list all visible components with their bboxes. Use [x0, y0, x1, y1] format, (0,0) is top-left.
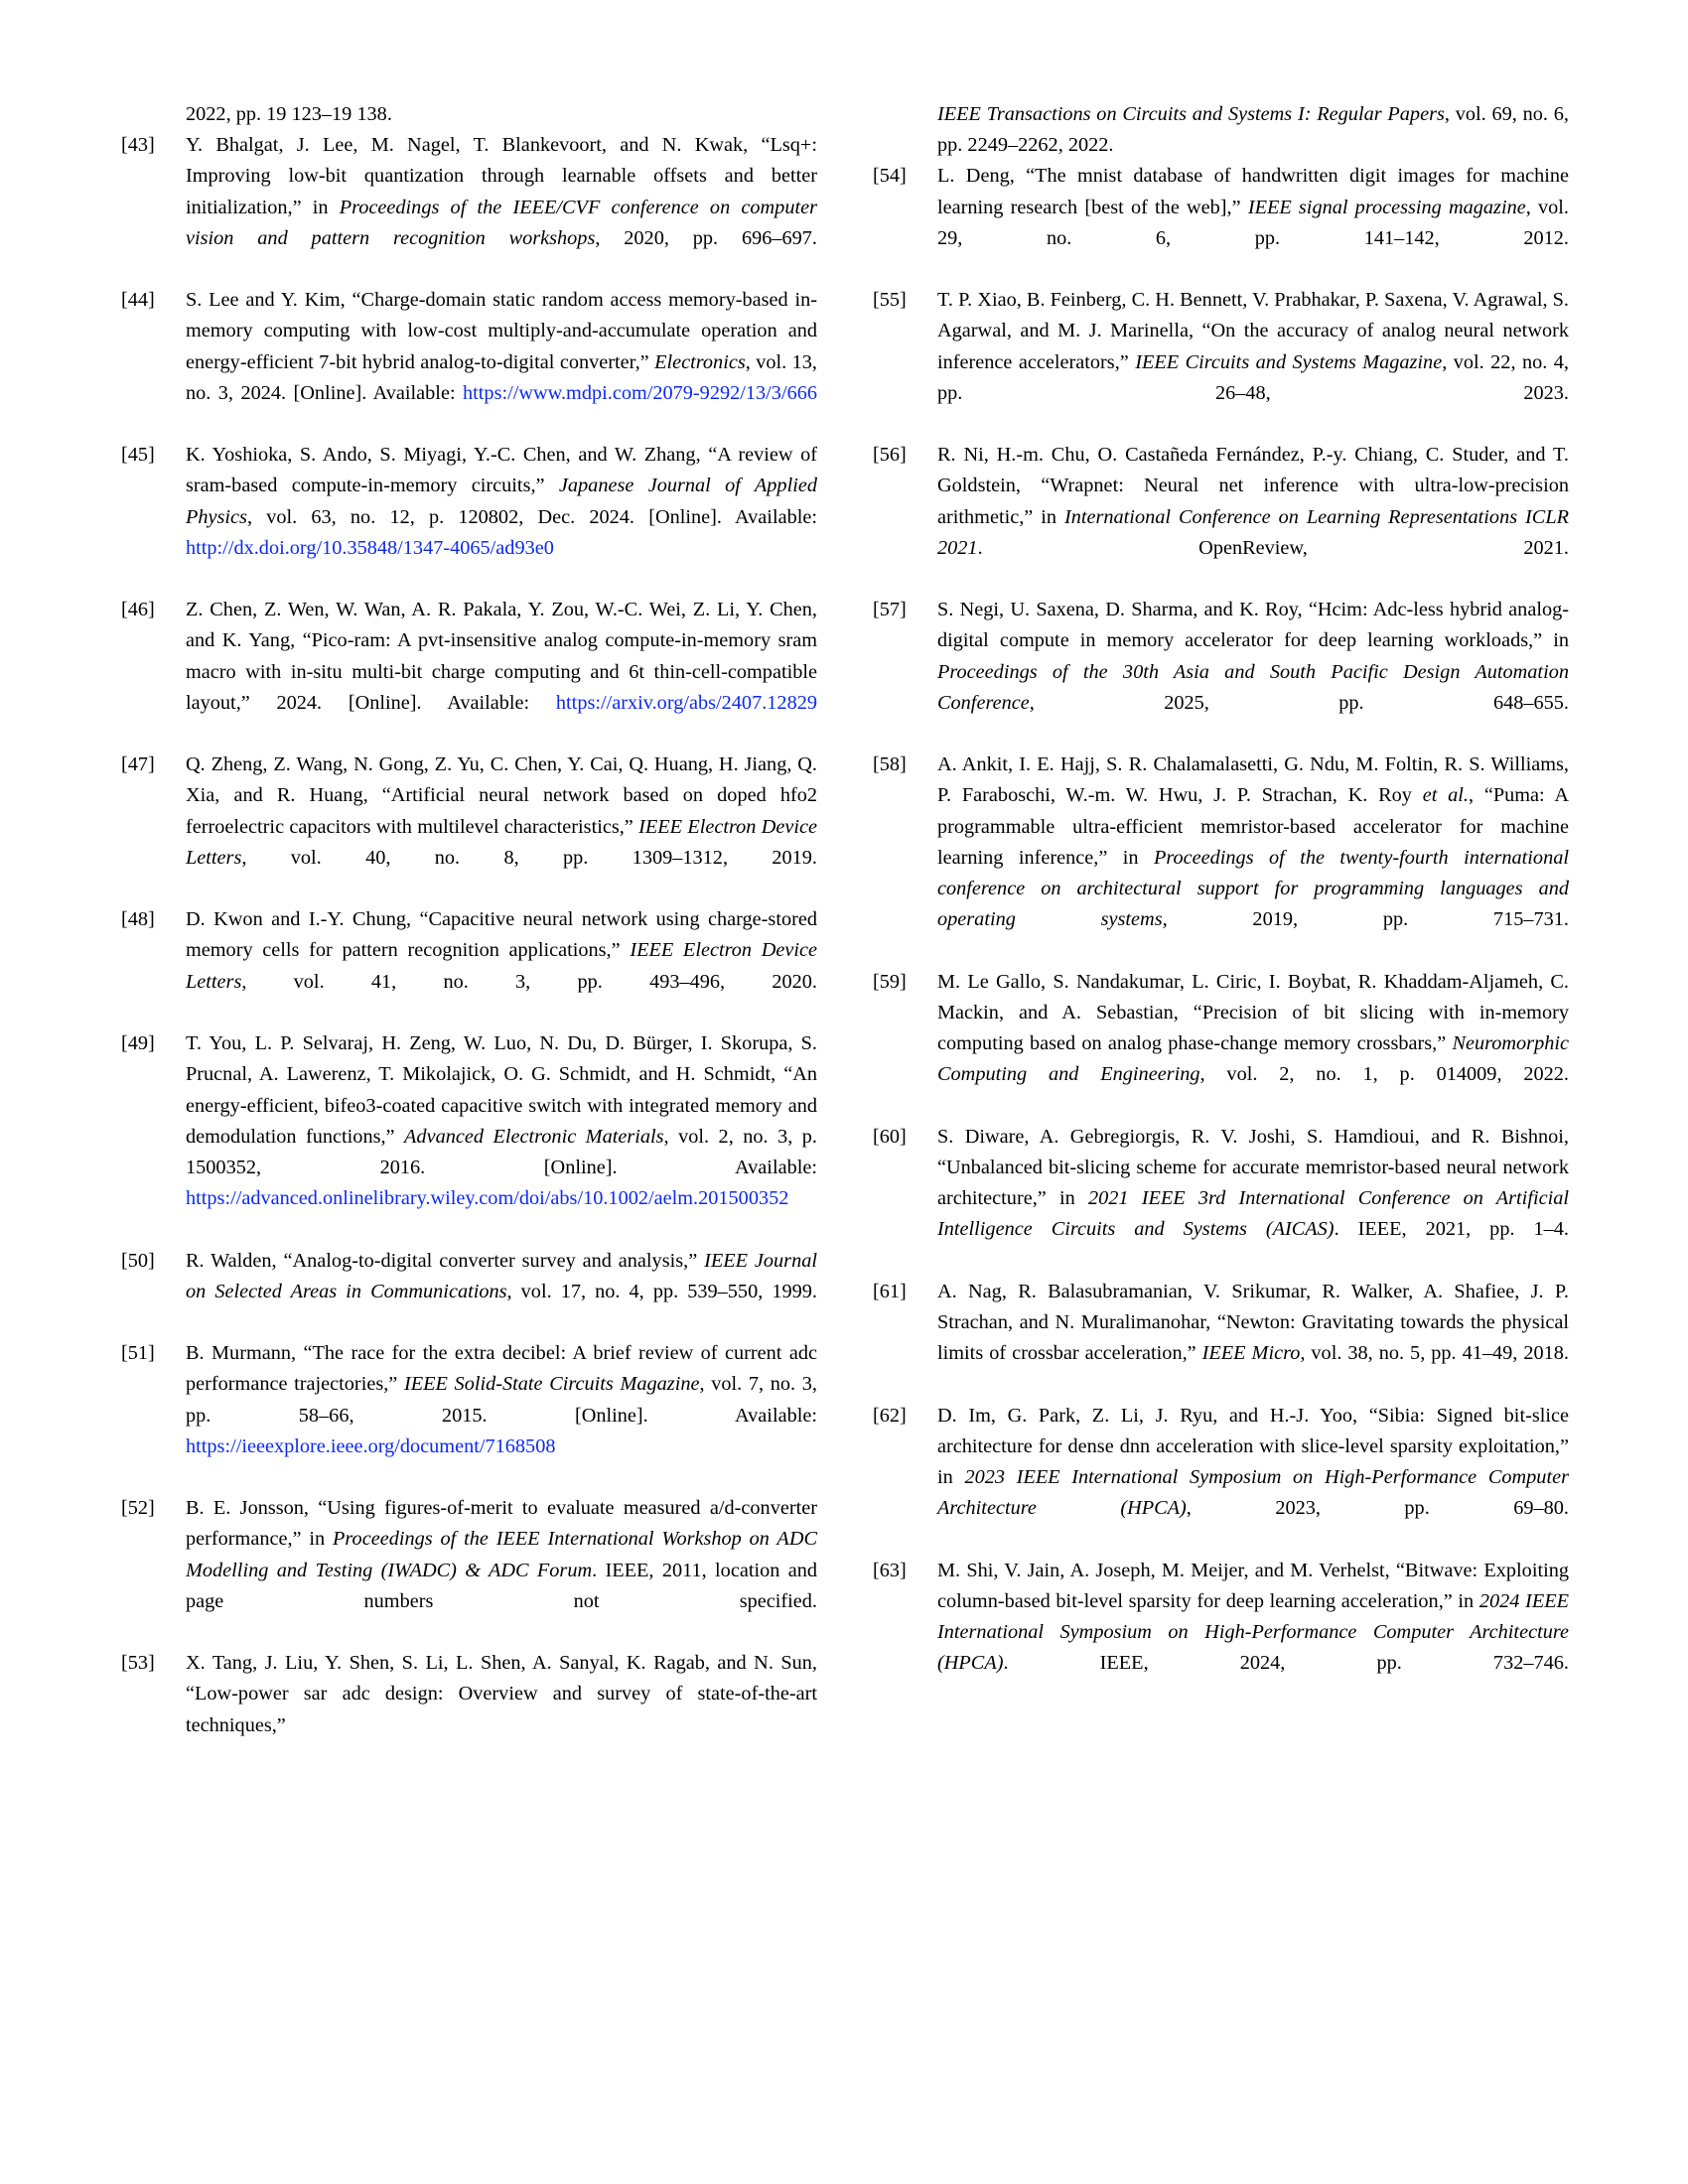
- reference-text: , vol. 69, no. 6, pp. 2249–2262, 2022.: [937, 103, 1569, 157]
- reference-text: A. Ankit, I. E. Hajj, S. R. Chalamalasetti, G. Ndu, M. Foltin, R. S. Williams, P. Faraboschi, W.-m. W. Hwu, J. P. Strachan, K. Roy: [937, 753, 1569, 807]
- reference-text: S. Negi, U. Saxena, D. Sharma, and K. Roy, “Hcim: Adc-less hybrid analog-digital compute in memory accelerator for deep learning workloads,” in: [937, 599, 1569, 652]
- reference-text: . OpenReview, 2021.: [977, 536, 1569, 559]
- italic-title: 2023 IEEE International Symposium on High-Performance Computer Architecture (HPCA): [937, 1465, 1569, 1520]
- reference-text: , vol. 40, no. 8, pp. 1309–1312, 2019.: [241, 846, 817, 869]
- reference-number: [48]: [121, 908, 155, 931]
- italic-title: International Conference on Learning Representations ICLR 2021: [937, 505, 1569, 559]
- reference-url-link[interactable]: http://dx.doi.org/10.35848/1347-4065/ad93e0: [186, 536, 554, 559]
- italic-title: 2024 IEEE International Symposium on High-Performance Computer Architecture (HPCA): [937, 1589, 1569, 1675]
- reference-text: , vol. 2, no. 1, p. 014009, 2022.: [1199, 1063, 1569, 1086]
- italic-title: Proceedings of the twenty-fourth international conference on architectural support for programming languages and operating systems: [937, 846, 1569, 931]
- reference-text: , vol. 41, no. 3, pp. 493–496, 2020.: [241, 970, 817, 993]
- italic-title: IEEE signal processing magazine: [1247, 196, 1526, 218]
- italic-title: IEEE Transactions on Circuits and Systems I: Regular Papers: [937, 103, 1445, 125]
- reference-body: [937, 1401, 1569, 1556]
- reference-text: Q. Zheng, Z. Wang, N. Gong, Z. Yu, C. Chen, Y. Cai, Q. Huang, H. Jiang, Q. Xia, and R. Huang, “Artificial neural network based on doped hfo2 ferroelectric capacitors with multilevel characteristics,”: [186, 753, 817, 838]
- reference-body: [186, 130, 817, 285]
- reference-text: . IEEE, 2021, pp. 1–4.: [1334, 1218, 1569, 1241]
- reference-body: [186, 440, 817, 595]
- reference-text: D. Kwon and I.-Y. Chung, “Capacitive neural network using charge-stored memory cells for pattern recognition applications,”: [186, 908, 817, 962]
- reference-entry: [121, 1028, 817, 1245]
- reference-entry: [121, 1338, 817, 1493]
- reference-entry: [121, 440, 817, 595]
- continuation-line-left: 2022, pp. 19 123–19 138.: [186, 103, 392, 125]
- reference-text: , 2019, pp. 715–731.: [1162, 908, 1569, 931]
- reference-text: , vol. 17, no. 4, pp. 539–550, 1999.: [506, 1280, 817, 1302]
- reference-number: [61]: [873, 1280, 907, 1302]
- italic-title: et al.: [1422, 784, 1469, 807]
- reference-body: [186, 750, 817, 904]
- reference-number: [55]: [873, 289, 907, 312]
- reference-body: [937, 750, 1569, 966]
- italic-title: Proceedings of the 30th Asia and South Pacific Design Automation Conference: [937, 660, 1569, 714]
- reference-text: , vol. 13, no. 3, 2024. [Online]. Available:: [186, 350, 817, 404]
- italic-title: Proceedings of the IEEE International Workshop on ADC Modelling and Testing (IWADC) & ADC Forum: [186, 1528, 817, 1581]
- reference-url-link[interactable]: https://arxiv.org/abs/2407.12829: [555, 691, 817, 714]
- reference-body: [186, 1028, 817, 1245]
- reference-entry: [873, 595, 1569, 750]
- reference-text: M. Shi, V. Jain, A. Joseph, M. Meijer, and M. Verhelst, “Bitwave: Exploiting column-based bit-level sparsity for deep learning acceleration,” in: [937, 1559, 1569, 1612]
- italic-title: IEEE Micro: [1201, 1342, 1301, 1365]
- reference-body: [937, 1556, 1569, 1710]
- reference-entry: [121, 595, 817, 750]
- reference-text: , 2023, pp. 69–80.: [1186, 1497, 1569, 1520]
- reference-number: [56]: [873, 444, 907, 467]
- italic-title: IEEE Solid-State Circuits Magazine: [403, 1373, 700, 1396]
- reference-url-link[interactable]: https://advanced.onlinelibrary.wiley.com/doi/abs/10.1002/aelm.201500352: [186, 1187, 789, 1210]
- reference-entry: [873, 750, 1569, 966]
- reference-number: [62]: [873, 1404, 907, 1427]
- reference-entry: [121, 904, 817, 1028]
- reference-text: , vol. 22, no. 4, pp. 26–48, 2023.: [937, 350, 1569, 404]
- reference-url-link[interactable]: https://ieeexplore.ieee.org/document/7168508: [186, 1434, 556, 1457]
- reference-number: [43]: [121, 134, 155, 157]
- reference-body: [937, 161, 1569, 285]
- reference-text: B. E. Jonsson, “Using figures-of-merit to evaluate measured a/d-converter performance,” in: [186, 1497, 817, 1551]
- continuation-line-right: [873, 99, 1569, 161]
- reference-text: , vol. 7, no. 3, pp. 58–66, 2015. [Online]. Available:: [186, 1373, 817, 1427]
- reference-text: T. You, L. P. Selvaraj, H. Zeng, W. Luo, N. Du, D. Bürger, I. Skorupa, S. Prucnal, A. Lawerenz, T. Mikolajick, O. G. Schmidt, and H. Schmidt, “An energy-efficient, bifeo3-coated capacitive switch with integrated memory and demodulation functions,”: [186, 1032, 817, 1148]
- reference-entry: [873, 1277, 1569, 1401]
- reference-body: [186, 285, 817, 440]
- reference-number: [49]: [121, 1032, 155, 1055]
- reference-text: B. Murmann, “The race for the extra decibel: A brief review of current adc performance trajectories,”: [186, 1342, 817, 1396]
- reference-entry: [121, 130, 817, 285]
- reference-entry: [873, 1122, 1569, 1277]
- italic-title: IEEE Electron Device Letters: [186, 815, 817, 869]
- reference-body: [186, 1648, 817, 1772]
- reference-body: [186, 1493, 817, 1648]
- reference-text: , vol. 63, no. 12, p. 120802, Dec. 2024. [Online]. Available:: [246, 505, 817, 528]
- reference-number: [59]: [873, 970, 907, 993]
- reference-body: [937, 595, 1569, 750]
- right-column: [873, 99, 1569, 1772]
- reference-number: [52]: [121, 1497, 155, 1520]
- reference-body: [937, 1277, 1569, 1401]
- reference-body: [937, 967, 1569, 1122]
- reference-body: [937, 1122, 1569, 1277]
- reference-number: [54]: [873, 165, 907, 188]
- reference-body: [186, 904, 817, 1028]
- reference-number: [53]: [121, 1652, 155, 1675]
- reference-text: Y. Bhalgat, J. Lee, M. Nagel, T. Blankevoort, and N. Kwak, “Lsq+: Improving low-bit quantization through learnable offsets and better initialization,” in: [186, 134, 817, 218]
- reference-text: . IEEE, 2024, pp. 732–746.: [1003, 1652, 1569, 1675]
- reference-text: , 2020, pp. 696–697.: [595, 226, 817, 249]
- reference-body: [186, 1246, 817, 1339]
- reference-text: X. Tang, J. Liu, Y. Shen, S. Li, L. Shen, A. Sanyal, K. Ragab, and N. Sun, “Low-power sar adc design: Overview and survey of state-of-the-art techniques,”: [186, 1652, 817, 1736]
- italic-title: 2021 IEEE 3rd International Conference on Artificial Intelligence Circuits and Systems (AICAS): [937, 1187, 1569, 1241]
- reference-text: S. Lee and Y. Kim, “Charge-domain static random access memory-based in-memory computing with low-cost multiply-and-accumulate operation and energy-efficient 7-bit hybrid analog-to-digital converter,”: [186, 289, 817, 373]
- two-column-layout: [121, 99, 1569, 1772]
- reference-url-link[interactable]: https://www.mdpi.com/2079-9292/13/3/666: [463, 381, 817, 404]
- reference-text: R. Walden, “Analog-to-digital converter survey and analysis,”: [186, 1249, 705, 1272]
- italic-title: Electronics: [654, 350, 746, 373]
- left-reference-list: [121, 130, 817, 1772]
- reference-text: T. P. Xiao, B. Feinberg, C. H. Bennett, V. Prabhakar, P. Saxena, V. Agrawal, S. Agarwal, and M. J. Marinella, “On the accuracy of analog neural network inference accelerators,”: [937, 289, 1569, 373]
- reference-text: Z. Chen, Z. Wen, W. Wan, A. R. Pakala, Y. Zou, W.-C. Wei, Z. Li, Y. Chen, and K. Yang, “Pico-ram: A pvt-insensitive analog compute-in-memory sram macro with in-situ multi-bit charge computing and 6t thin-cell-compatible layout,” 2024. [Online]. Available:: [186, 599, 817, 714]
- reference-text: , vol. 38, no. 5, pp. 41–49, 2018.: [1300, 1342, 1569, 1365]
- reference-number: [58]: [873, 753, 907, 776]
- italic-title: IEEE Electron Device Letters: [186, 939, 817, 993]
- reference-number: [44]: [121, 289, 155, 312]
- reference-entry: [873, 1401, 1569, 1556]
- reference-number: [50]: [121, 1249, 155, 1272]
- reference-entry: [121, 285, 817, 440]
- reference-text: D. Im, G. Park, Z. Li, J. Ryu, and H.-J. Yoo, “Sibia: Signed bit-slice architecture for dense dnn acceleration with slice-level sparsity exploitation,” in: [937, 1404, 1569, 1488]
- reference-number: [51]: [121, 1342, 155, 1365]
- italic-title: Japanese Journal of Applied Physics: [186, 475, 817, 528]
- reference-body: [937, 285, 1569, 440]
- reference-text: , vol. 29, no. 6, pp. 141–142, 2012.: [937, 196, 1569, 249]
- reference-entry: [121, 750, 817, 904]
- reference-text: , “Puma: A programmable ultra-efficient memristor-based accelerator for machine learning inference,” in: [937, 784, 1569, 869]
- italic-title: Neuromorphic Computing and Engineering: [937, 1032, 1569, 1086]
- italic-title: IEEE Circuits and Systems Magazine: [1135, 350, 1443, 373]
- italic-title: Advanced Electronic Materials: [404, 1125, 664, 1148]
- reference-text: , 2025, pp. 648–655.: [1029, 691, 1569, 714]
- italic-title: Proceedings of the IEEE/CVF conference on computer vision and pattern recognition workshops: [186, 196, 817, 249]
- reference-text: K. Yoshioka, S. Ando, S. Miyagi, Y.-C. Chen, and W. Zhang, “A review of sram-based compute-in-memory circuits,”: [186, 444, 817, 497]
- reference-text: A. Nag, R. Balasubramanian, V. Srikumar, R. Walker, A. Shafiee, J. P. Strachan, and N. Muralimanohar, “Newton: Gravitating towards the physical limits of crossbar acceleration,”: [937, 1280, 1569, 1365]
- reference-number: [63]: [873, 1559, 907, 1581]
- reference-entry: [121, 1246, 817, 1339]
- reference-text: M. Le Gallo, S. Nandakumar, L. Ciric, I. Boybat, R. Khaddam-Aljameh, C. Mackin, and A. Sebastian, “Precision of bit slicing with in-memory computing based on analog phase-change memory crossbars,”: [937, 970, 1569, 1055]
- reference-entry: [121, 1648, 817, 1772]
- reference-text: , vol. 2, no. 3, p. 1500352, 2016. [Online]. Available:: [186, 1125, 817, 1178]
- reference-number: [60]: [873, 1125, 907, 1148]
- reference-entry: [873, 1556, 1569, 1710]
- right-reference-list: [873, 161, 1569, 1709]
- reference-text: S. Diware, A. Gebregiorgis, R. V. Joshi, S. Hamdioui, and R. Bishnoi, “Unbalanced bit-slicing scheme for accurate memristor-based neural network architecture,” in: [937, 1125, 1569, 1210]
- reference-body: [186, 1338, 817, 1493]
- reference-entry: [873, 440, 1569, 595]
- reference-entry: [873, 967, 1569, 1122]
- reference-entry: [873, 161, 1569, 285]
- reference-entry: [121, 1493, 817, 1648]
- reference-body: [937, 440, 1569, 595]
- reference-number: [46]: [121, 599, 155, 621]
- reference-number: [45]: [121, 444, 155, 467]
- reference-text: . IEEE, 2011, location and page numbers not specified.: [186, 1559, 817, 1612]
- left-column: [121, 99, 817, 1772]
- reference-number: [47]: [121, 753, 155, 776]
- reference-text: R. Ni, H.-m. Chu, O. Castañeda Fernández, P.-y. Chiang, C. Studer, and T. Goldstein, “Wrapnet: Neural net inference with ultra-low-precision arithmetic,” in: [937, 444, 1569, 528]
- italic-title: IEEE Journal on Selected Areas in Communications: [186, 1249, 817, 1302]
- reference-body: [186, 595, 817, 750]
- reference-text: L. Deng, “The mnist database of handwritten digit images for machine learning research [best of the web],”: [937, 165, 1569, 218]
- reference-entry: [873, 285, 1569, 440]
- reference-number: [57]: [873, 599, 907, 621]
